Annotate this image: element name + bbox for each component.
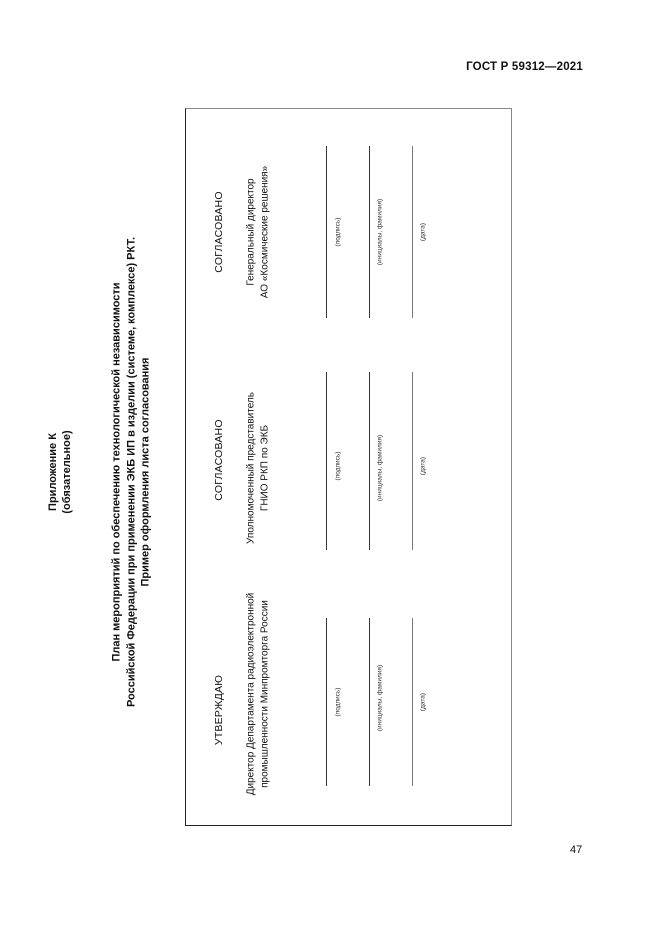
signature-line (326, 146, 327, 318)
signature-line (326, 372, 327, 550)
page-number: 47 (570, 844, 583, 856)
name-line (369, 146, 370, 318)
annex-title: Приложение К (47, 433, 59, 511)
position-line: ГНИО РКП по ЭКБ (259, 424, 270, 512)
position-line: Уполномоченный представитель (245, 392, 257, 544)
position-line: промышленности Минпромторга России (259, 600, 270, 788)
date-line (412, 146, 413, 318)
position-line: Директор Департамента радиоэлектронной (245, 592, 257, 796)
title-line-1: План мероприятий по обеспечению технологической независимости (110, 282, 123, 662)
signature-line (326, 618, 327, 786)
annex-status: (обязательное) (61, 430, 73, 514)
position-line: АО «Космические решения» (259, 165, 270, 299)
date-line (412, 372, 413, 550)
title-line-3: Пример оформления листа согласования (139, 357, 152, 587)
title-line-2: Российской Федерации при применении ЭКБ ИП в изделии (системе, комплексе) РКТ. (124, 236, 137, 708)
standard-number: ГОСТ Р 59312—2021 (466, 61, 583, 73)
name-line (369, 618, 370, 786)
approval-sheet-frame (185, 108, 512, 826)
date-line (412, 618, 413, 786)
name-line (369, 372, 370, 550)
position-line: Генеральный директор (245, 178, 257, 286)
